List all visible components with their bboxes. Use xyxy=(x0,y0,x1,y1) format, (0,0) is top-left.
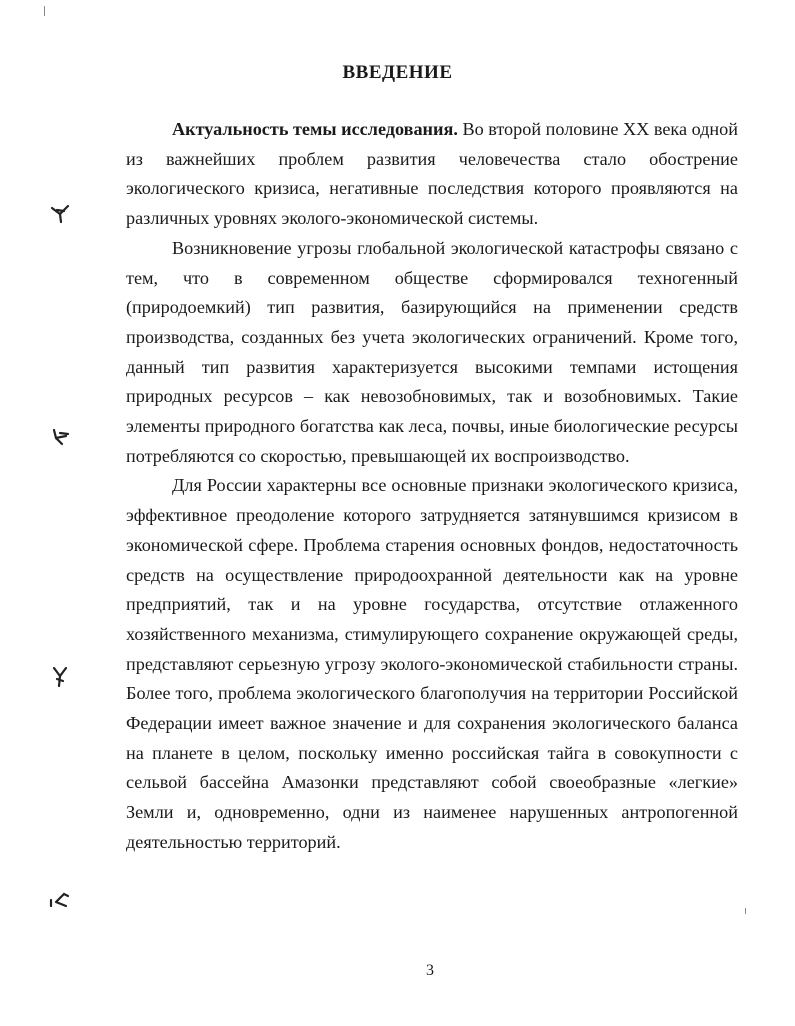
scan-tick-mark xyxy=(745,908,746,914)
paragraph-lead: Актуальность темы исследования. xyxy=(172,119,458,139)
ink-mark-icon xyxy=(48,664,74,690)
paragraph-2 xyxy=(126,234,738,472)
ink-mark-icon xyxy=(48,886,74,912)
paragraph-3 xyxy=(126,471,738,857)
paragraph-text: Возникновение угрозы глобальной экологической катастрофы связано с тем, что в современном обществе сформировался техногенный (природоемкий) тип развития, базирующийся на применении средств производства, созданных без учета экологических ограничений. Кроме того, данный тип развития характеризуется высокими темпами истощения природных ресурсов – как невозобновимых, так и возобновимых. Такие элементы природного богатства как леса, почвы, иные биологические ресурсы потребляются со скоростью, превышающей их воспроизводство. xyxy=(126,237,738,466)
body-text xyxy=(126,115,738,858)
paragraph-1 xyxy=(126,115,738,234)
ink-mark-icon xyxy=(48,424,74,450)
page-title: ВВЕДЕНИЕ xyxy=(342,62,453,83)
page-number: 3 xyxy=(426,962,434,979)
ink-mark-icon xyxy=(48,200,74,226)
paragraph-text: Для России характерны все основные признаки экологического кризиса, эффективное преодоление которого затрудняется затянувшимся кризисом в экономической сфере. Проблема старения основных фондов, недостаточность средств на осуществление природоохранной деятельности как на уровне предприятий, так и на уровне государства, отсутствие отлаженного хозяйственного механизма, стимулирующего сохранение окружающей среды, представляют серьезную угрозу эколого-экономической стабильности страны. Более того, проблема экологического благополучия на территории Российской Федерации имеет важное значение и для сохранения экологического баланса на планете в целом, поскольку именно российская тайга в совокупности с сельвой бассейна Амазонки представляют собой своеобразные «легкие» Земли и, одновременно, одни из наименее нарушенных антропогенной деятельностью территорий. xyxy=(126,475,738,852)
paragraph-text: Во второй половине XX века одной из важнейших проблем развития человечества стало обострение экологического кризиса, негативные последствия которого проявляются на различных уровнях эколого-экономической системы. xyxy=(126,119,738,229)
scan-tick-mark xyxy=(44,6,45,16)
